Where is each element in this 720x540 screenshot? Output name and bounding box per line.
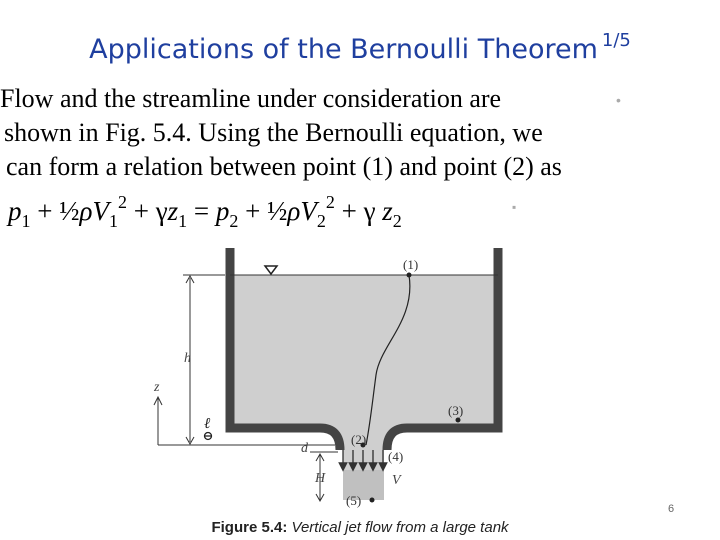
eq-p1: p xyxy=(8,196,22,226)
figure-caption xyxy=(0,519,720,536)
z-axis xyxy=(154,397,183,445)
label-z: z xyxy=(154,380,160,395)
slide-title-sup: 1/5 xyxy=(601,30,631,51)
bullet-square: ▪ xyxy=(512,200,517,214)
label-point-2: (2) xyxy=(351,432,367,447)
eq-term: + ½ xyxy=(30,196,80,226)
eq-z1: z xyxy=(167,196,179,226)
label-h: h xyxy=(184,351,191,366)
free-surface-symbol xyxy=(265,266,277,274)
eq-rho: ρ xyxy=(287,196,301,226)
label-point-4: (4) xyxy=(388,449,404,464)
label-V: V xyxy=(392,473,401,488)
label-H: H xyxy=(315,471,326,486)
label-point-5: (5) xyxy=(346,493,362,508)
eq-v1: V xyxy=(92,196,109,226)
eq-term: + ½ xyxy=(238,196,288,226)
eq-term: + xyxy=(126,196,156,226)
paragraph-line-3: can form a relation between point (1) and point (2) as xyxy=(6,152,562,181)
label-datum: ℓ xyxy=(204,416,211,432)
eq-equals: = xyxy=(187,196,216,226)
eq-term: + xyxy=(334,196,364,226)
caption-text: Vertical jet flow from a large tank xyxy=(291,519,509,536)
paragraph-line-1: Flow and the streamline under consideration are xyxy=(0,84,502,113)
eq-gamma: γ xyxy=(363,196,376,226)
paragraph-line-2: shown in Fig. 5.4. Using the Bernoulli equation, we xyxy=(4,118,543,147)
eq-sub: 1 xyxy=(108,211,118,231)
eq-sup: 2 xyxy=(117,192,127,212)
eq-v2: V xyxy=(300,196,317,226)
label-point-1: (1) xyxy=(403,257,419,272)
eq-p2: p xyxy=(215,196,230,226)
eq-z2: z xyxy=(375,196,393,226)
datum-symbol xyxy=(204,433,212,440)
slide-title-text: Applications of the Bernoulli Theorem xyxy=(89,34,598,65)
point-5-dot xyxy=(370,498,375,503)
point-1-dot xyxy=(407,273,412,278)
point-3-dot xyxy=(456,418,461,423)
eq-sub: 2 xyxy=(316,211,326,231)
caption-label: Figure 5.4: xyxy=(211,519,288,536)
bullet-dot: • xyxy=(616,92,621,108)
label-point-3: (3) xyxy=(448,403,464,418)
eq-gamma: γ xyxy=(155,196,168,226)
page-number: 6 xyxy=(668,503,675,515)
label-d: d xyxy=(301,441,308,456)
eq-sub: 1 xyxy=(178,211,188,231)
eq-rho: ρ xyxy=(79,196,93,226)
eq-sub: 2 xyxy=(392,211,402,231)
eq-sup: 2 xyxy=(325,192,335,212)
eq-sub: 1 xyxy=(21,211,31,231)
eq-sub: 2 xyxy=(229,211,239,231)
